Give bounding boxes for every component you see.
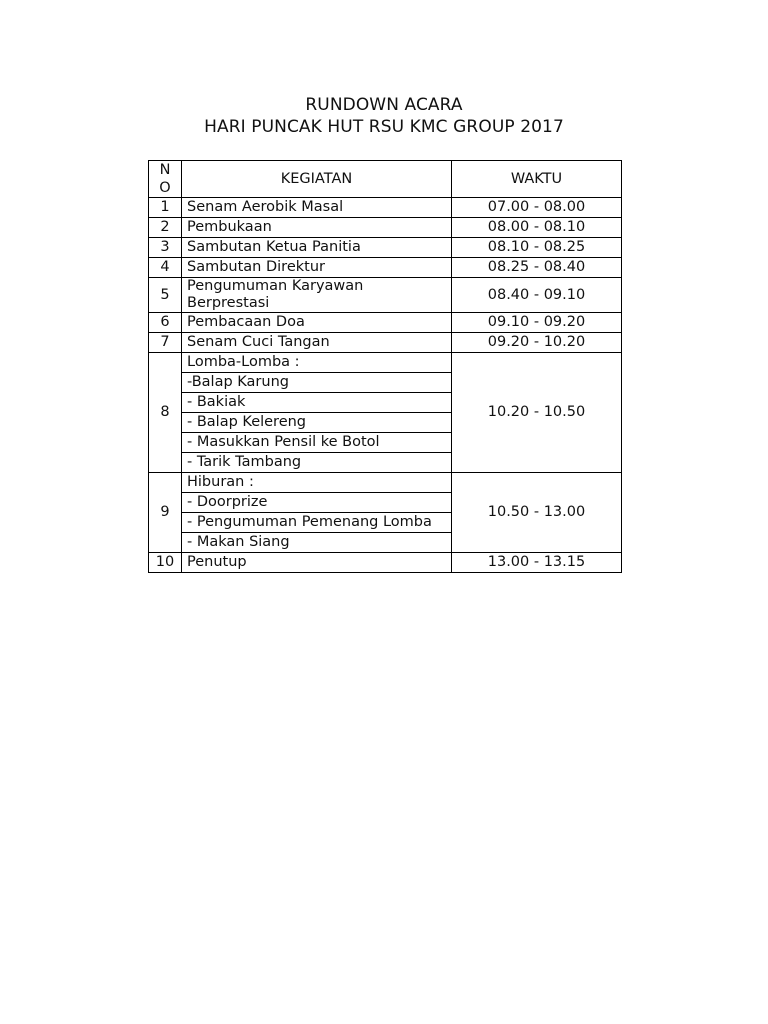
row-kegiatan: Lomba-Lomba : <box>182 353 452 373</box>
header-no-label: NO <box>159 162 171 196</box>
row-no: 4 <box>149 258 182 278</box>
row-kegiatan-subitem: - Masukkan Pensil ke Botol <box>182 433 452 453</box>
table-row <box>149 198 622 218</box>
row-waktu: 09.10 - 09.20 <box>452 313 622 333</box>
row-no: 10 <box>149 553 182 573</box>
row-kegiatan: Pengumuman Karyawan Berprestasi <box>182 278 452 313</box>
row-no: 1 <box>149 198 182 218</box>
row-no: 8 <box>149 353 182 473</box>
row-kegiatan: Pembukaan <box>182 218 452 238</box>
header-row <box>149 161 622 198</box>
title-line-2: HARI PUNCAK HUT RSU KMC GROUP 2017 <box>204 117 564 137</box>
row-kegiatan: Senam Cuci Tangan <box>182 333 452 353</box>
table-row <box>149 218 622 238</box>
table-row <box>149 258 622 278</box>
table-row <box>149 278 622 313</box>
row-waktu: 10.20 - 10.50 <box>452 353 622 473</box>
row-no: 2 <box>149 218 182 238</box>
row-waktu: 13.00 - 13.15 <box>452 553 622 573</box>
row-waktu: 09.20 - 10.20 <box>452 333 622 353</box>
row-no: 9 <box>149 473 182 553</box>
row-kegiatan: Hiburan : <box>182 473 452 493</box>
row-kegiatan-subitem: - Tarik Tambang <box>182 453 452 473</box>
document-title <box>0 94 768 138</box>
row-waktu: 08.10 - 08.25 <box>452 238 622 258</box>
row-kegiatan-subitem: - Pengumuman Pemenang Lomba <box>182 513 452 533</box>
row-waktu: 08.40 - 09.10 <box>452 278 622 313</box>
row-kegiatan-subitem: -Balap Karung <box>182 373 452 393</box>
table-row <box>149 333 622 353</box>
rundown-table <box>148 160 622 573</box>
row-kegiatan: Pembacaan Doa <box>182 313 452 333</box>
row-no: 5 <box>149 278 182 313</box>
row-kegiatan-subitem: - Balap Kelereng <box>182 413 452 433</box>
table-row <box>149 553 622 573</box>
row-kegiatan: Senam Aerobik Masal <box>182 198 452 218</box>
row-waktu: 10.50 - 13.00 <box>452 473 622 553</box>
row-kegiatan: Sambutan Ketua Panitia <box>182 238 452 258</box>
header-no <box>149 161 182 198</box>
row-no: 3 <box>149 238 182 258</box>
title-line-1: RUNDOWN ACARA <box>305 95 463 115</box>
row-kegiatan: Sambutan Direktur <box>182 258 452 278</box>
row-waktu: 08.25 - 08.40 <box>452 258 622 278</box>
table-row <box>149 313 622 333</box>
row-no: 7 <box>149 333 182 353</box>
row-kegiatan-subitem: - Doorprize <box>182 493 452 513</box>
row-waktu: 07.00 - 08.00 <box>452 198 622 218</box>
row-kegiatan-subitem: - Makan Siang <box>182 533 452 553</box>
row-kegiatan-subitem: - Bakiak <box>182 393 452 413</box>
header-kegiatan: KEGIATAN <box>182 161 452 198</box>
table-row <box>149 473 622 493</box>
row-no: 6 <box>149 313 182 333</box>
table-row <box>149 353 622 373</box>
header-waktu: WAKTU <box>452 161 622 198</box>
row-kegiatan: Penutup <box>182 553 452 573</box>
row-waktu: 08.00 - 08.10 <box>452 218 622 238</box>
table-row <box>149 238 622 258</box>
